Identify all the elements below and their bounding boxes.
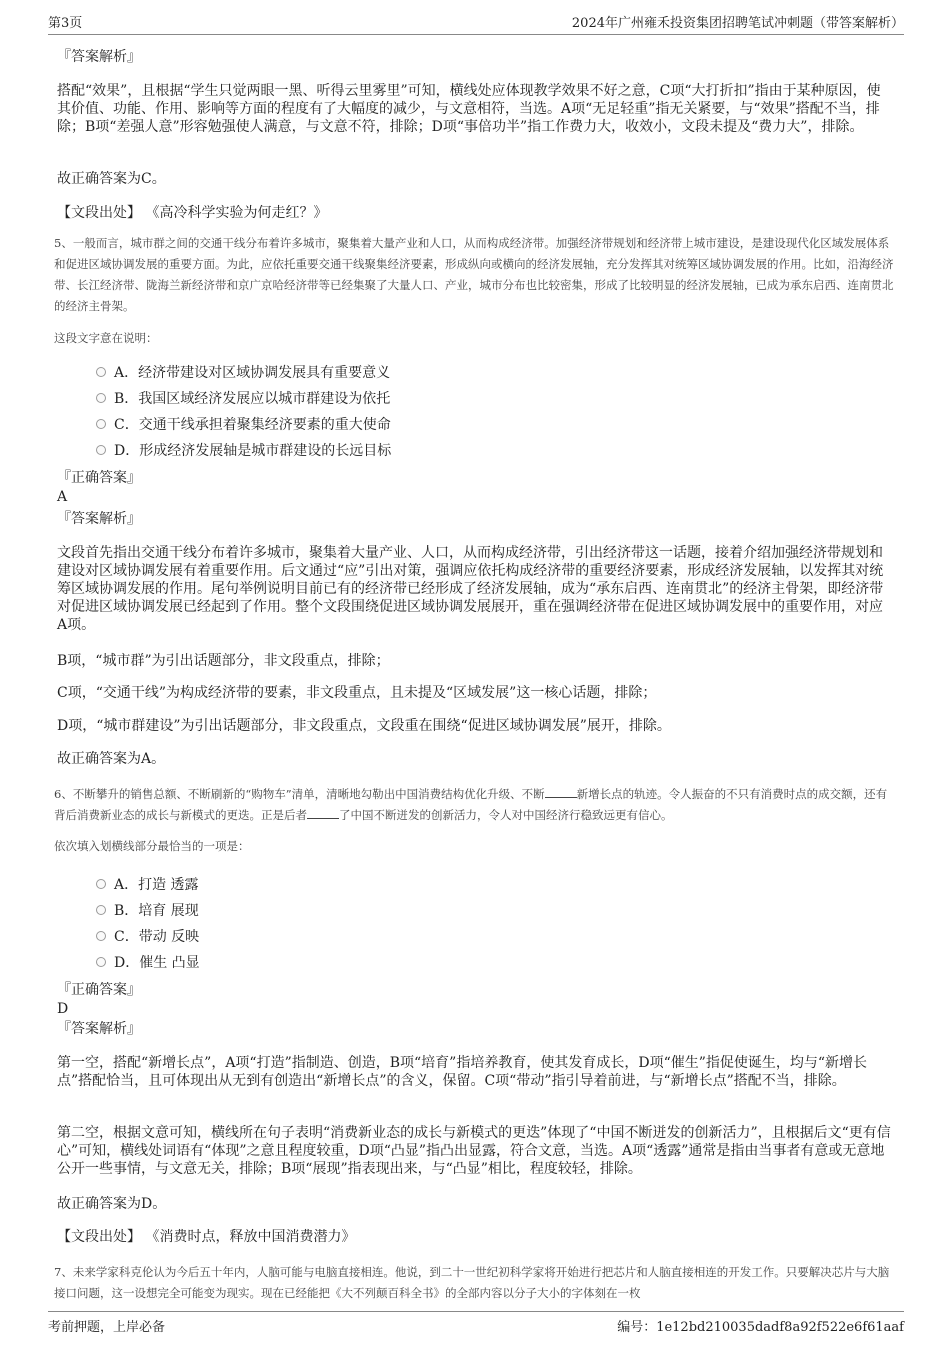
q6-source: [57, 1228, 355, 1246]
q4-analysis-text: 搭配“效果”，且根据“学生只觉两眼一黑、听得云里雾里”可知，横线处应体现教学效果不好之意，C项“大打折扣”指由于某种原因，使其价值、功能、作用、影响等方面的程度有了大幅度的减少，与文意相符，当选。A项“无足轻重”指无关紧要，与“效果”搭配不当，排除；B项“差强人意”形容勉强使人满意，与文意不符，排除；D项“事倍功半”指工作费力大，收效小，文段未提及“费力大”，排除。: [57, 83, 881, 135]
q6-option-a[interactable]: [96, 876, 199, 894]
radio-icon[interactable]: [96, 905, 106, 915]
stem-part: 了中国不断迸发的创新活力，令人对中国经济行稳致远更有信心。: [339, 808, 673, 822]
page-footer: [48, 1311, 904, 1336]
radio-icon[interactable]: [96, 931, 106, 941]
q6-analysis-first: 第一空，搭配“新增长点”，A项“打造”指制造、创造，B项“培育”指培养教育，使其发育成长，D项“催生”指促使诞生，均与“新增长点”搭配恰当，且可体现出从无到有创造出“新增长点”的含义，保留。C项“带动”指引导着前进，与“新增长点”搭配不当，排除。: [57, 1055, 868, 1089]
document-title: 2024年广州雍禾投资集团招聘笔试冲刺题（带答案解析）: [571, 16, 904, 31]
q5-analysis-b: B项，“城市群”为引出话题部分，非文段重点，排除；: [57, 653, 390, 669]
page-number: 第3页: [48, 16, 83, 31]
option-label: D．催生 凸显: [114, 955, 200, 971]
source-title: 《高冷科学实验为何走红？》: [145, 205, 328, 221]
footer-slogan: 考前押题，上岸必备: [48, 1320, 166, 1335]
q6-option-c[interactable]: [96, 928, 199, 946]
radio-icon[interactable]: [96, 445, 106, 455]
radio-icon[interactable]: [96, 419, 106, 429]
option-label: A．经济带建设对区域协调发展具有重要意义: [114, 365, 391, 381]
fill-blank: [545, 797, 577, 798]
radio-icon[interactable]: [96, 367, 106, 377]
q6-option-d[interactable]: [96, 954, 200, 972]
q5-analysis-c: C项，“交通干线”为构成经济带的要素，非文段重点，且未提及“区域发展”这一核心话题，排除；: [57, 685, 657, 701]
q5-conclusion: 故正确答案为A。: [57, 751, 166, 767]
option-label: A．打造 透露: [114, 877, 199, 893]
q5-option-a[interactable]: [96, 364, 390, 382]
q5-analysis-label: 『答案解析』: [57, 511, 141, 527]
q4-conclusion: 故正确答案为C。: [57, 171, 166, 187]
source-title: 《消费时点，释放中国消费潜力》: [145, 1229, 356, 1245]
option-label: C．交通干线承担着聚集经济要素的重大使命: [114, 417, 391, 433]
q5-stem: 5、一般而言，城市群之间的交通干线分布着许多城市，聚集着大量产业和人口，从而构成经济带。加强经济带规划和经济带上城市建设，是建设现代化区域发展体系和促进区域协调发展的重要方面。为此，应依托重要交通干线聚集经济要素，形成纵向或横向的经济发展轴，充分发挥其对统筹区域协调发展的作用。比如，沿海经济带、长江经济带、陇海兰新经济带和京广京哈经济带等已经集聚了大量人口、产业，城市分布也比较密集，形成了比较明显的经济发展轴，已成为承东启西、连南贯北的经济主骨架。: [54, 236, 894, 313]
q5-question: 这段文字意在说明：: [54, 331, 158, 345]
option-label: D．形成经济发展轴是城市群建设的长远目标: [114, 443, 392, 459]
page-header: [48, 8, 904, 35]
fill-blank: [307, 818, 339, 819]
q6-option-b[interactable]: [96, 902, 199, 920]
q4-analysis-label: 『答案解析』: [57, 49, 141, 65]
stem-part: 6、不断攀升的销售总额、不断刷新的“购物车”清单，清晰地勾勒出中国消费结构优化升级、不断: [54, 787, 545, 801]
q5-correct-label: 『正确答案』: [57, 470, 141, 486]
q5-option-c[interactable]: [96, 416, 391, 434]
option-label: C．带动 反映: [114, 929, 200, 945]
q4-source: [57, 204, 327, 222]
q6-answer: D: [57, 1001, 69, 1017]
q5-option-d[interactable]: [96, 442, 391, 460]
source-label: 【文段出处】: [57, 1229, 141, 1245]
option-label: B．培育 展现: [114, 903, 199, 919]
radio-icon[interactable]: [96, 957, 106, 967]
q5-analysis-d: D项，“城市群建设”为引出话题部分，非文段重点，文段重在围绕“促进区域协调发展”展开，排除。: [57, 718, 671, 734]
q5-option-b[interactable]: [96, 390, 390, 408]
q6-conclusion: 故正确答案为D。: [57, 1196, 167, 1212]
q5-answer: A: [57, 489, 68, 505]
stem-part: 新增长点的轨迹。令人振奋的不只有消费时点的成交额，还有背后消费新业态的成长与新模式的更迭。正是后者: [54, 787, 888, 822]
option-label: B．我国区域经济发展应以城市群建设为依托: [114, 391, 391, 407]
radio-icon[interactable]: [96, 393, 106, 403]
q6-analysis-second: 第二空，根据文意可知，横线所在句子表明“消费新业态的成长与新模式的更迭”体现了“中国不断迸发的创新活力”，且根据后文“更有信心”可知，横线处词语有“体现”之意且程度较重，D项“凸显”指凸出显露，符合文意，当选。A项“透露”通常是指由当事者有意或无意地公开一些事情，与文意无关，排除；B项“展现”指表现出来，与“凸显”相比，程度较轻，排除。: [57, 1125, 891, 1177]
q6-question: 依次填入划横线部分最恰当的一项是：: [54, 839, 250, 853]
q6-stem: [54, 784, 896, 826]
q7-stem: 7、未来学家科克伦认为今后五十年内，人脑可能与电脑直接相连。他说，到二十一世纪初科学家将开始进行把芯片和人脑直接相连的开发工作。只要解决芯片与大脑接口问题，这一设想完全可能变为现实。现在已经能把《大不列颠百科全书》的全部内容以分子大小的字体刻在一枚: [54, 1265, 890, 1300]
radio-icon[interactable]: [96, 879, 106, 889]
q6-correct-label: 『正确答案』: [57, 982, 141, 998]
document-code: 编号：1e12bd210035dadf8a92f522e6f61aaf: [617, 1320, 904, 1335]
q6-analysis-label: 『答案解析』: [57, 1021, 141, 1037]
q5-analysis-main: 文段首先指出交通干线分布着许多城市，聚集着大量产业、人口，从而构成经济带，引出经济带这一话题，接着介绍加强经济带规划和建设对区域协调发展有着重要作用。后文通过“应”引出对策，强调应依托构成经济带的重要经济要素，形成经济发展轴，以发挥其对统筹区域协调发展的作用。尾句举例说明目前已有的经济带已经形成了经济发展轴，成为“承东启西、连南贯北”的经济主骨架，即经济带对促进区域协调发展已经起到了作用。整个文段围绕促进区域协调发展展开，重在强调经济带在促进区域协调发展中的重要作用，对应A项。: [57, 545, 884, 633]
source-label: 【文段出处】: [57, 205, 141, 221]
